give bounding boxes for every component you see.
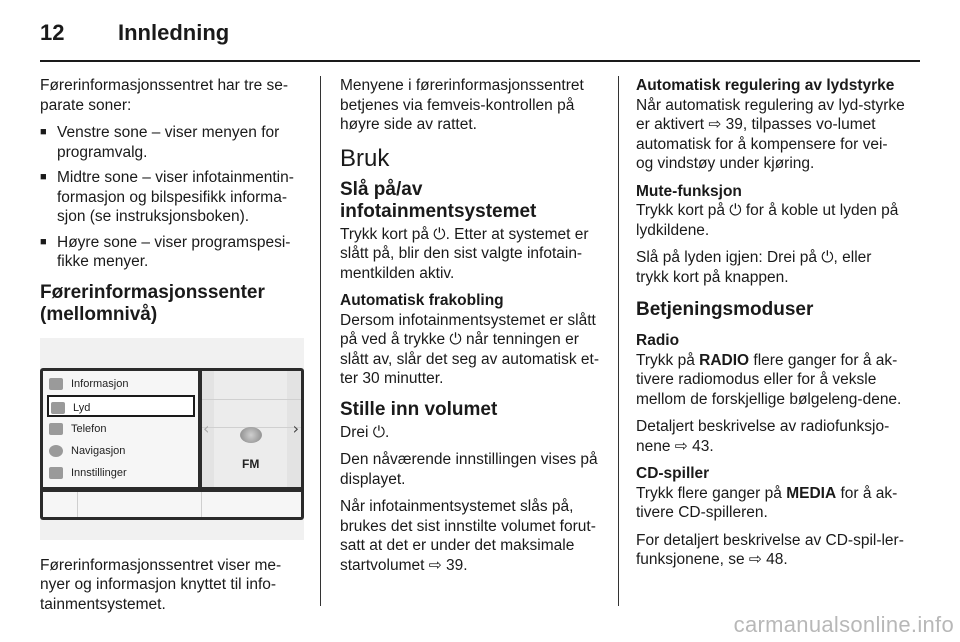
auto-off-heading: Automatisk frakobling xyxy=(340,292,504,309)
controls-intro: Menyene i førerinformasjonssentret betjenes via femveis-kontrollen på høyre side av rattet. xyxy=(340,77,584,133)
source-label: FM xyxy=(242,456,260,471)
info-icon xyxy=(49,378,63,390)
radio-text: Detaljert beskrivelse av radiofunksjo-nene ⇨ 43. xyxy=(636,418,890,455)
auto-off-text: Dersom infotainmentsystemet er slått på ved å trykke ⏻ når tenningen er slått av, slår det seg av automatisk et-ter 30 minutter. xyxy=(340,311,600,387)
zones-list xyxy=(40,123,302,272)
volume-text: Når infotainmentsystemet slås på, brukes det sist innstilte volumet forut-satt at det er under det maksimale startvolumet ⇨ 39. xyxy=(340,498,596,574)
page-title: Innledning xyxy=(118,20,230,45)
display-divider xyxy=(201,492,202,517)
display-menu-item: Informasjon xyxy=(47,373,195,395)
zones-intro: Førerinformasjonssentret har tre se-parate soner: xyxy=(40,77,289,114)
cd-text: Trykk flere ganger på MEDIA for å ak-tivere CD-spilleren. xyxy=(636,484,898,521)
cd-text: For detaljert beskrivelse av CD-spil-ler-funksjonene, se ⇨ 48. xyxy=(636,531,904,568)
display-divider xyxy=(202,399,301,400)
auto-volume-text: Når automatisk regulering av lyd-styrke er aktivert ⇨ 39, tilpasses vo-lumet automatisk for å kompensere for vei- og vindstøy under kjøring. xyxy=(636,96,905,172)
modes-heading: Betjeningsmoduser xyxy=(636,299,814,320)
list-item: ■ Midtre sone – viser infotainmentin-formasjon og bilspesifikk informa-sjon (se instruksjonsboken). xyxy=(40,168,302,227)
display-menu-pane xyxy=(43,371,198,487)
display-divider xyxy=(77,492,78,517)
column-left xyxy=(40,76,302,622)
power-text: Trykk kort på ⏻. Etter at systemet er slått på, blir den sist valgte infotain-mentkilden aktiv. xyxy=(340,225,589,282)
volume-text: Drei ⏻. xyxy=(340,423,390,441)
display-bezel xyxy=(40,368,304,520)
column-divider xyxy=(320,76,321,606)
illustration-caption: Førerinformasjonssentret viser me-nyer og informasjon knyttet til info-tainmentsystemet. xyxy=(40,556,282,613)
auto-volume-heading: Automatisk regulering av lydstyrke xyxy=(636,77,895,94)
radio-key: RADIO xyxy=(699,351,750,369)
display-menu-item: Innstillinger xyxy=(47,462,195,484)
list-item: ■ Høyre sone – viser programspesi-fikke menyer. xyxy=(40,233,302,272)
info-display-illustration xyxy=(40,338,304,540)
display-bottom-bar xyxy=(43,492,301,517)
mute-heading: Mute-funksjon xyxy=(636,182,742,200)
watermark: carmanualsonline.info xyxy=(733,612,954,637)
display-menu-item: Telefon xyxy=(47,418,195,440)
mute-text: Trykk kort på ⏻ for å koble ut lyden på lydkildene. xyxy=(636,202,899,239)
media-key: MEDIA xyxy=(786,484,837,502)
header-divider xyxy=(40,60,920,62)
chevron-left-icon: ‹ xyxy=(203,418,210,438)
display-source-pane xyxy=(202,371,301,487)
phone-icon xyxy=(49,423,63,435)
column-right xyxy=(636,76,908,578)
chevron-right-icon: › xyxy=(292,418,299,438)
page-number: 12 xyxy=(40,20,65,45)
section-title: Bruk xyxy=(340,144,390,172)
column-divider xyxy=(618,76,619,606)
column-middle xyxy=(340,76,608,583)
display-menu-item-selected: Lyd xyxy=(47,395,195,417)
display-menu-item: Navigasjon xyxy=(47,440,195,462)
volume-text: Den nåværende innstillingen vises på displayet. xyxy=(340,451,598,488)
navigation-icon xyxy=(49,445,63,457)
power-heading: Slå på/av infotainmentsystemet xyxy=(340,178,537,222)
radio-source-icon xyxy=(240,427,262,443)
page-header xyxy=(40,20,920,60)
section-heading: Førerinformasjonssenter (mellomnivå) xyxy=(40,281,265,325)
radio-heading: Radio xyxy=(636,332,680,349)
cd-heading: CD-spiller xyxy=(636,465,710,482)
settings-icon xyxy=(49,467,63,479)
list-item: ■ Venstre sone – viser menyen for programvalg. xyxy=(40,123,302,162)
audio-icon xyxy=(51,402,65,414)
volume-heading: Stille inn volumet xyxy=(340,398,498,420)
radio-text: Trykk på RADIO flere ganger for å ak-tivere radiomodus eller for å veksle mellom de forskjellige bølgeleng-dene. xyxy=(636,351,902,408)
mute-text: Slå på lyden igjen: Drei på ⏻, eller trykk kort på knappen. xyxy=(636,249,872,286)
